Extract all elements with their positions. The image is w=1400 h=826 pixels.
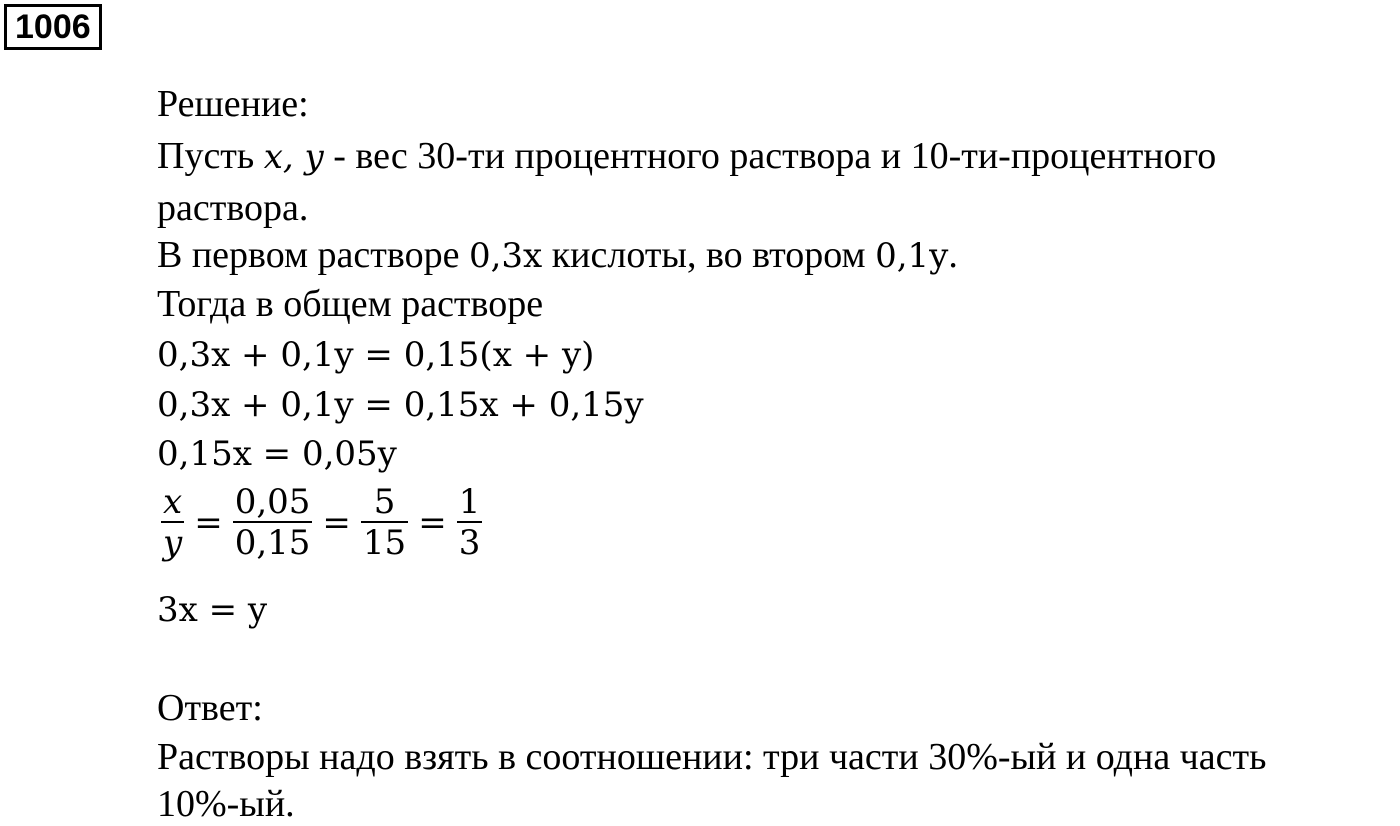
intro-variables: x, y	[263, 137, 324, 177]
fraction-2-denominator: 0,15	[234, 523, 311, 563]
answer-line-2: 10%-ый.	[157, 783, 295, 825]
fraction-1	[161, 483, 184, 563]
acid-text-1: В первом растворе	[157, 234, 469, 276]
acid-expr-1: 0,3x	[468, 236, 543, 276]
acid-expr-2: 0,1y	[875, 236, 949, 276]
fraction-2	[233, 483, 313, 563]
answer-line-1: Растворы надо взять в соотношении: три части 30%-ый и одна часть	[157, 736, 1267, 778]
intro-line-1	[157, 134, 1216, 179]
solution-label: Решение:	[157, 83, 309, 125]
intro-text-after: - вес 30-ти процентного раствора и 10-ти-процентного	[323, 135, 1217, 177]
acid-text-2: кислоты, во втором	[542, 234, 876, 276]
fraction-2-numerator: 0,05	[234, 482, 311, 522]
answer-label: Ответ:	[157, 687, 263, 729]
fraction-4-denominator: 3	[458, 523, 481, 563]
intro-line-2: раствора.	[157, 187, 309, 229]
fraction-chain	[157, 483, 486, 563]
fraction-1-denominator: y	[163, 523, 183, 563]
equals-sign-2: =	[322, 503, 351, 543]
equation-1: 0,3x + 0,1y = 0,15(x + y)	[157, 335, 595, 375]
total-line: Тогда в общем растворе	[157, 283, 544, 325]
fraction-4	[457, 483, 483, 563]
fraction-4-numerator: 1	[458, 482, 481, 522]
equation-3: 0,15x = 0,05y	[157, 434, 397, 474]
fraction-3-denominator: 15	[362, 523, 407, 563]
fraction-1-numerator: x	[163, 482, 183, 522]
equals-sign-1: =	[194, 503, 223, 543]
final-equation: 3x = y	[157, 590, 268, 630]
problem-number-box: 1006	[4, 4, 102, 50]
equals-sign-3: =	[418, 503, 447, 543]
acid-line	[157, 233, 958, 278]
equation-2: 0,3x + 0,1y = 0,15x + 0,15y	[157, 385, 644, 425]
intro-text-before: Пусть	[157, 135, 264, 177]
acid-text-3: .	[948, 234, 958, 276]
fraction-3	[361, 483, 408, 563]
fraction-3-numerator: 5	[373, 482, 396, 522]
